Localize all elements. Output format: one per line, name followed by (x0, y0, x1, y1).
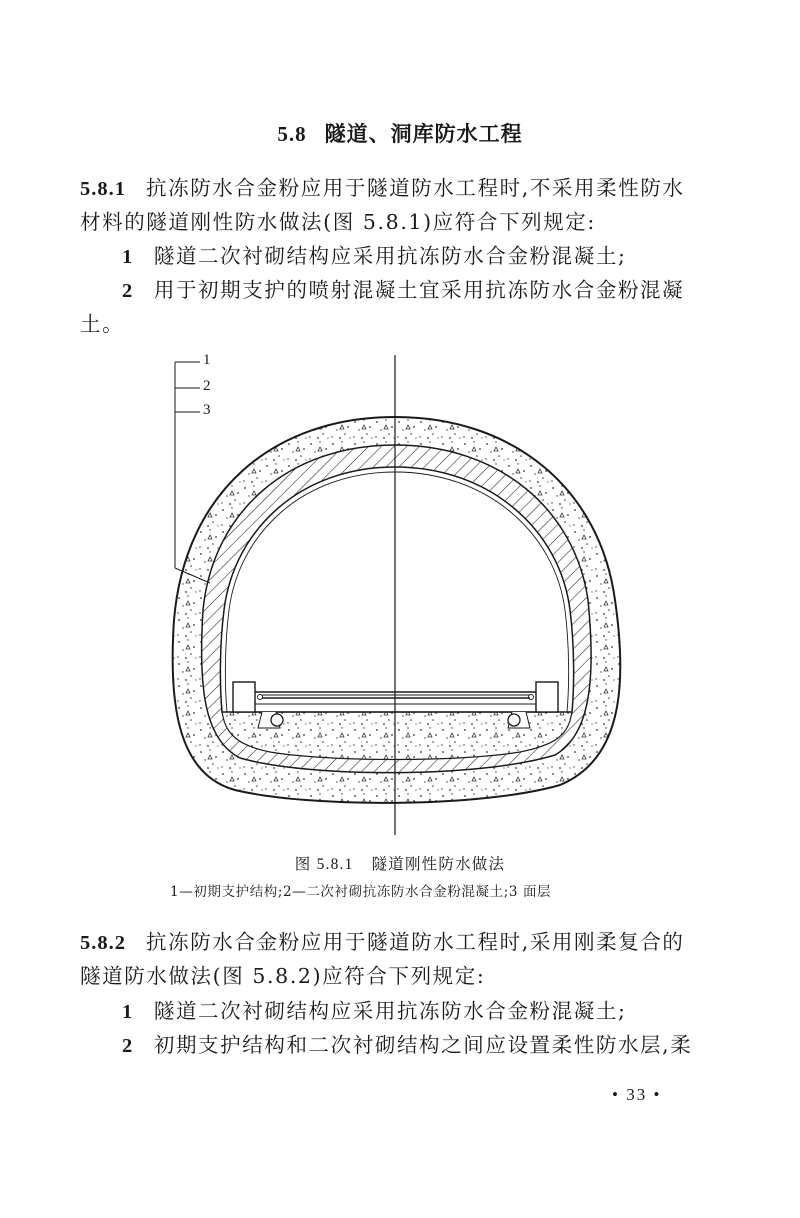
clause-number: 5.8.1 (80, 178, 126, 200)
section-number: 5.8 (277, 122, 307, 146)
figure-caption (0, 852, 800, 874)
page-number: • 33 • (612, 1085, 662, 1104)
clause-5-8-2-item-2 (122, 1035, 692, 1056)
figure-legend: 1—初期支护结构;2—二次衬砌抗冻防水合金粉混凝土;3 面层 (170, 884, 552, 900)
item-number: 1 (122, 1001, 134, 1023)
item-text: 初期支护结构和二次衬砌结构之间应设置柔性防水层,柔 (153, 1033, 693, 1057)
clause-number: 5.8.2 (80, 932, 126, 954)
item-number: 2 (122, 1035, 134, 1057)
figure-title: 隧道刚性防水做法 (371, 855, 506, 873)
figure-number: 图 5.8.1 (294, 856, 354, 873)
leader-label-1: 1 (203, 352, 211, 368)
clause-5-8-1-line-2: 材料的隧道刚性防水做法(图 5.8.1)应符合下列规定: (80, 210, 596, 234)
clause-5-8-1-item-2-cont: 土。 (80, 312, 125, 336)
item-number: 1 (122, 246, 134, 268)
section-heading: 隧道、洞库防水工程 (324, 122, 523, 146)
clause-text: 抗冻防水合金粉应用于隧道防水工程时,采用刚柔复合的 (146, 930, 685, 954)
clause-5-8-2-line-2: 隧道防水做法(图 5.8.2)应符合下列规定: (80, 964, 486, 988)
item-number: 2 (122, 280, 134, 302)
leader-label-3: 3 (203, 402, 211, 418)
item-text: 隧道二次衬砌结构应采用抗冻防水合金粉混凝土; (153, 999, 627, 1023)
item-text: 隧道二次衬砌结构应采用抗冻防水合金粉混凝土; (153, 244, 627, 268)
clause-5-8-2-line-1 (80, 932, 685, 953)
clause-text: 抗冻防水合金粉应用于隧道防水工程时,不采用柔性防水 (146, 176, 685, 200)
clause-5-8-2-item-1 (122, 1001, 626, 1022)
item-text: 用于初期支护的喷射混凝土宜采用抗冻防水合金粉混凝 (153, 278, 685, 302)
leader-label-2: 2 (203, 378, 211, 394)
